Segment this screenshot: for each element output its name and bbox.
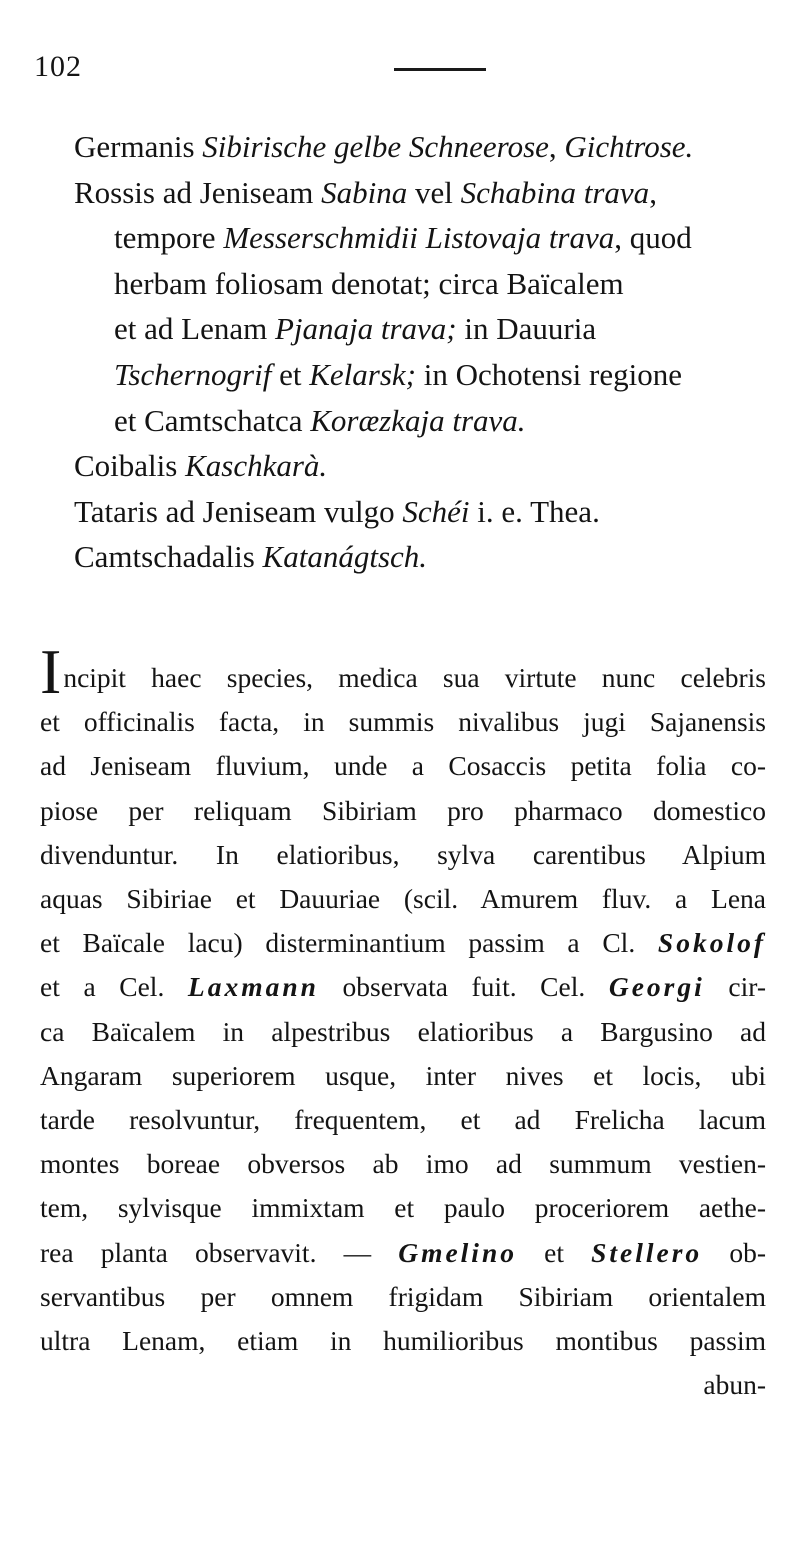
name-entry	[74, 443, 774, 489]
italic-name-text: Pjanaja trava;	[274, 311, 457, 347]
name-entry	[74, 534, 774, 580]
name-entry-continuation	[74, 398, 774, 444]
text-run: ca Baïcalem in alpestribus elatioribus a Bargusino ad	[40, 1015, 766, 1047]
paragraph-line	[40, 1363, 766, 1407]
paragraph-line	[40, 1098, 766, 1142]
text-run: servantibus per omnem frigidam Sibiriam orientalem	[40, 1280, 766, 1312]
page-header	[34, 50, 764, 90]
author-name: Laxmann	[187, 971, 319, 1003]
text-run: ultra Lenam, etiam in humilioribus montibus passim	[40, 1325, 766, 1357]
text-run: Rossis ad Jeniseam	[74, 174, 322, 210]
name-entry	[74, 124, 774, 170]
author-name: Gmelino	[398, 1236, 517, 1268]
text-run: tem, sylvisque immixtam et paulo proceriorem aethe-	[40, 1192, 766, 1224]
text-run: , quod	[614, 220, 692, 256]
italic-name-text: Gichtrose.	[564, 129, 694, 164]
paragraph-line	[40, 1186, 766, 1230]
paragraph-line	[40, 1142, 766, 1186]
paragraph-line	[40, 833, 766, 877]
text-run: cir-	[704, 971, 766, 1003]
italic-name-text: Schabina trava	[460, 174, 650, 210]
name-entry-continuation	[74, 261, 774, 307]
name-entry-continuation	[74, 306, 774, 352]
author-name: Stellero	[591, 1236, 703, 1268]
text-run: ncipit haec species, medica sua virtute nunc celebris	[63, 662, 766, 693]
text-run: Germanis	[74, 129, 203, 164]
paragraph-line	[40, 877, 766, 921]
italic-name-text: Sibirische gelbe Schneerose	[202, 129, 549, 164]
paragraph-line	[40, 1231, 766, 1275]
text-run: tempore	[114, 220, 224, 256]
italic-name-text: Kelarsk;	[309, 356, 416, 392]
text-run: aquas Sibiriae et Dauuriae (scil. Amurem fluv. a Lena	[40, 883, 766, 915]
text-run: et a Cel.	[40, 971, 188, 1003]
text-run: piose per reliquam Sibiriam pro pharmaco domestico	[40, 794, 766, 826]
text-run: et Baïcale lacu) disterminantium passim a Cl.	[40, 927, 658, 959]
author-name: Sokolof	[657, 927, 766, 959]
text-run: ob-	[702, 1236, 766, 1268]
text-run: tarde resolvuntur, frequentem, et ad Frelicha lacum	[40, 1104, 766, 1136]
italic-name-text: Sabina	[321, 174, 408, 210]
text-run: abun-	[703, 1369, 766, 1401]
text-run: herbam foliosam denotat; circa Baïcalem	[114, 265, 624, 301]
paragraph-line	[40, 789, 766, 833]
text-run: Tataris ad Jeniseam vulgo	[74, 493, 403, 529]
description-paragraph	[40, 636, 766, 1407]
paragraph-line	[40, 700, 766, 744]
italic-name-text: Koræzkaja trava.	[310, 402, 526, 438]
text-run: observata fuit. Cel.	[318, 971, 609, 1003]
paragraph-line	[40, 744, 766, 788]
text-run: et	[516, 1236, 592, 1268]
name-entry	[74, 489, 774, 535]
text-run: et	[271, 356, 310, 392]
paragraph-line	[40, 965, 766, 1009]
text-run: rea planta observavit. —	[40, 1236, 399, 1268]
drop-cap: I	[40, 636, 62, 707]
text-run: Angaram superiorem usque, inter nives et locis, ubi	[40, 1059, 766, 1091]
text-run: et officinalis facta, in summis nivalibus jugi Sajanensis	[40, 706, 766, 738]
text-run: Coibalis	[74, 448, 186, 484]
text-run: in Ochotensi regione	[415, 356, 682, 392]
paragraph-line	[40, 921, 766, 965]
paragraph-line	[40, 1054, 766, 1098]
text-run: et Camtschatca	[114, 402, 311, 438]
name-entry-continuation	[74, 352, 774, 398]
text-run: et ad Lenam	[114, 311, 275, 347]
italic-name-text: Tschernogrif	[114, 356, 272, 392]
vernacular-names-list	[74, 124, 774, 580]
text-run: in Dauuria	[456, 311, 597, 347]
text-run: divenduntur. In elatioribus, sylva carentibus Alpium	[40, 838, 766, 870]
text-run: vel	[407, 174, 461, 210]
author-name: Georgi	[608, 971, 705, 1003]
name-entry	[74, 170, 774, 216]
page-number: 102	[34, 50, 82, 83]
text-run: Camtschadalis	[74, 539, 263, 575]
text-run: ,	[548, 129, 565, 164]
text-run: montes boreae obversos ab imo ad summum vestien-	[40, 1148, 766, 1180]
text-run: ,	[649, 174, 657, 210]
paragraph-line	[40, 636, 766, 707]
italic-name-text: Katanágtsch.	[262, 539, 428, 575]
name-entry-continuation	[74, 215, 774, 261]
text-run: i. e. Thea.	[469, 493, 600, 529]
paragraph-line	[40, 1275, 766, 1319]
text-run: ad Jeniseam fluvium, unde a Cosaccis petita folia co-	[40, 750, 766, 782]
paragraph-line	[40, 1010, 766, 1054]
header-rule	[394, 68, 486, 71]
paragraph-line	[40, 1319, 766, 1363]
italic-name-text: Messerschmidii Listovaja trava	[223, 220, 615, 256]
italic-name-text: Schéi	[402, 493, 470, 529]
italic-name-text: Kaschkarà.	[185, 448, 328, 484]
